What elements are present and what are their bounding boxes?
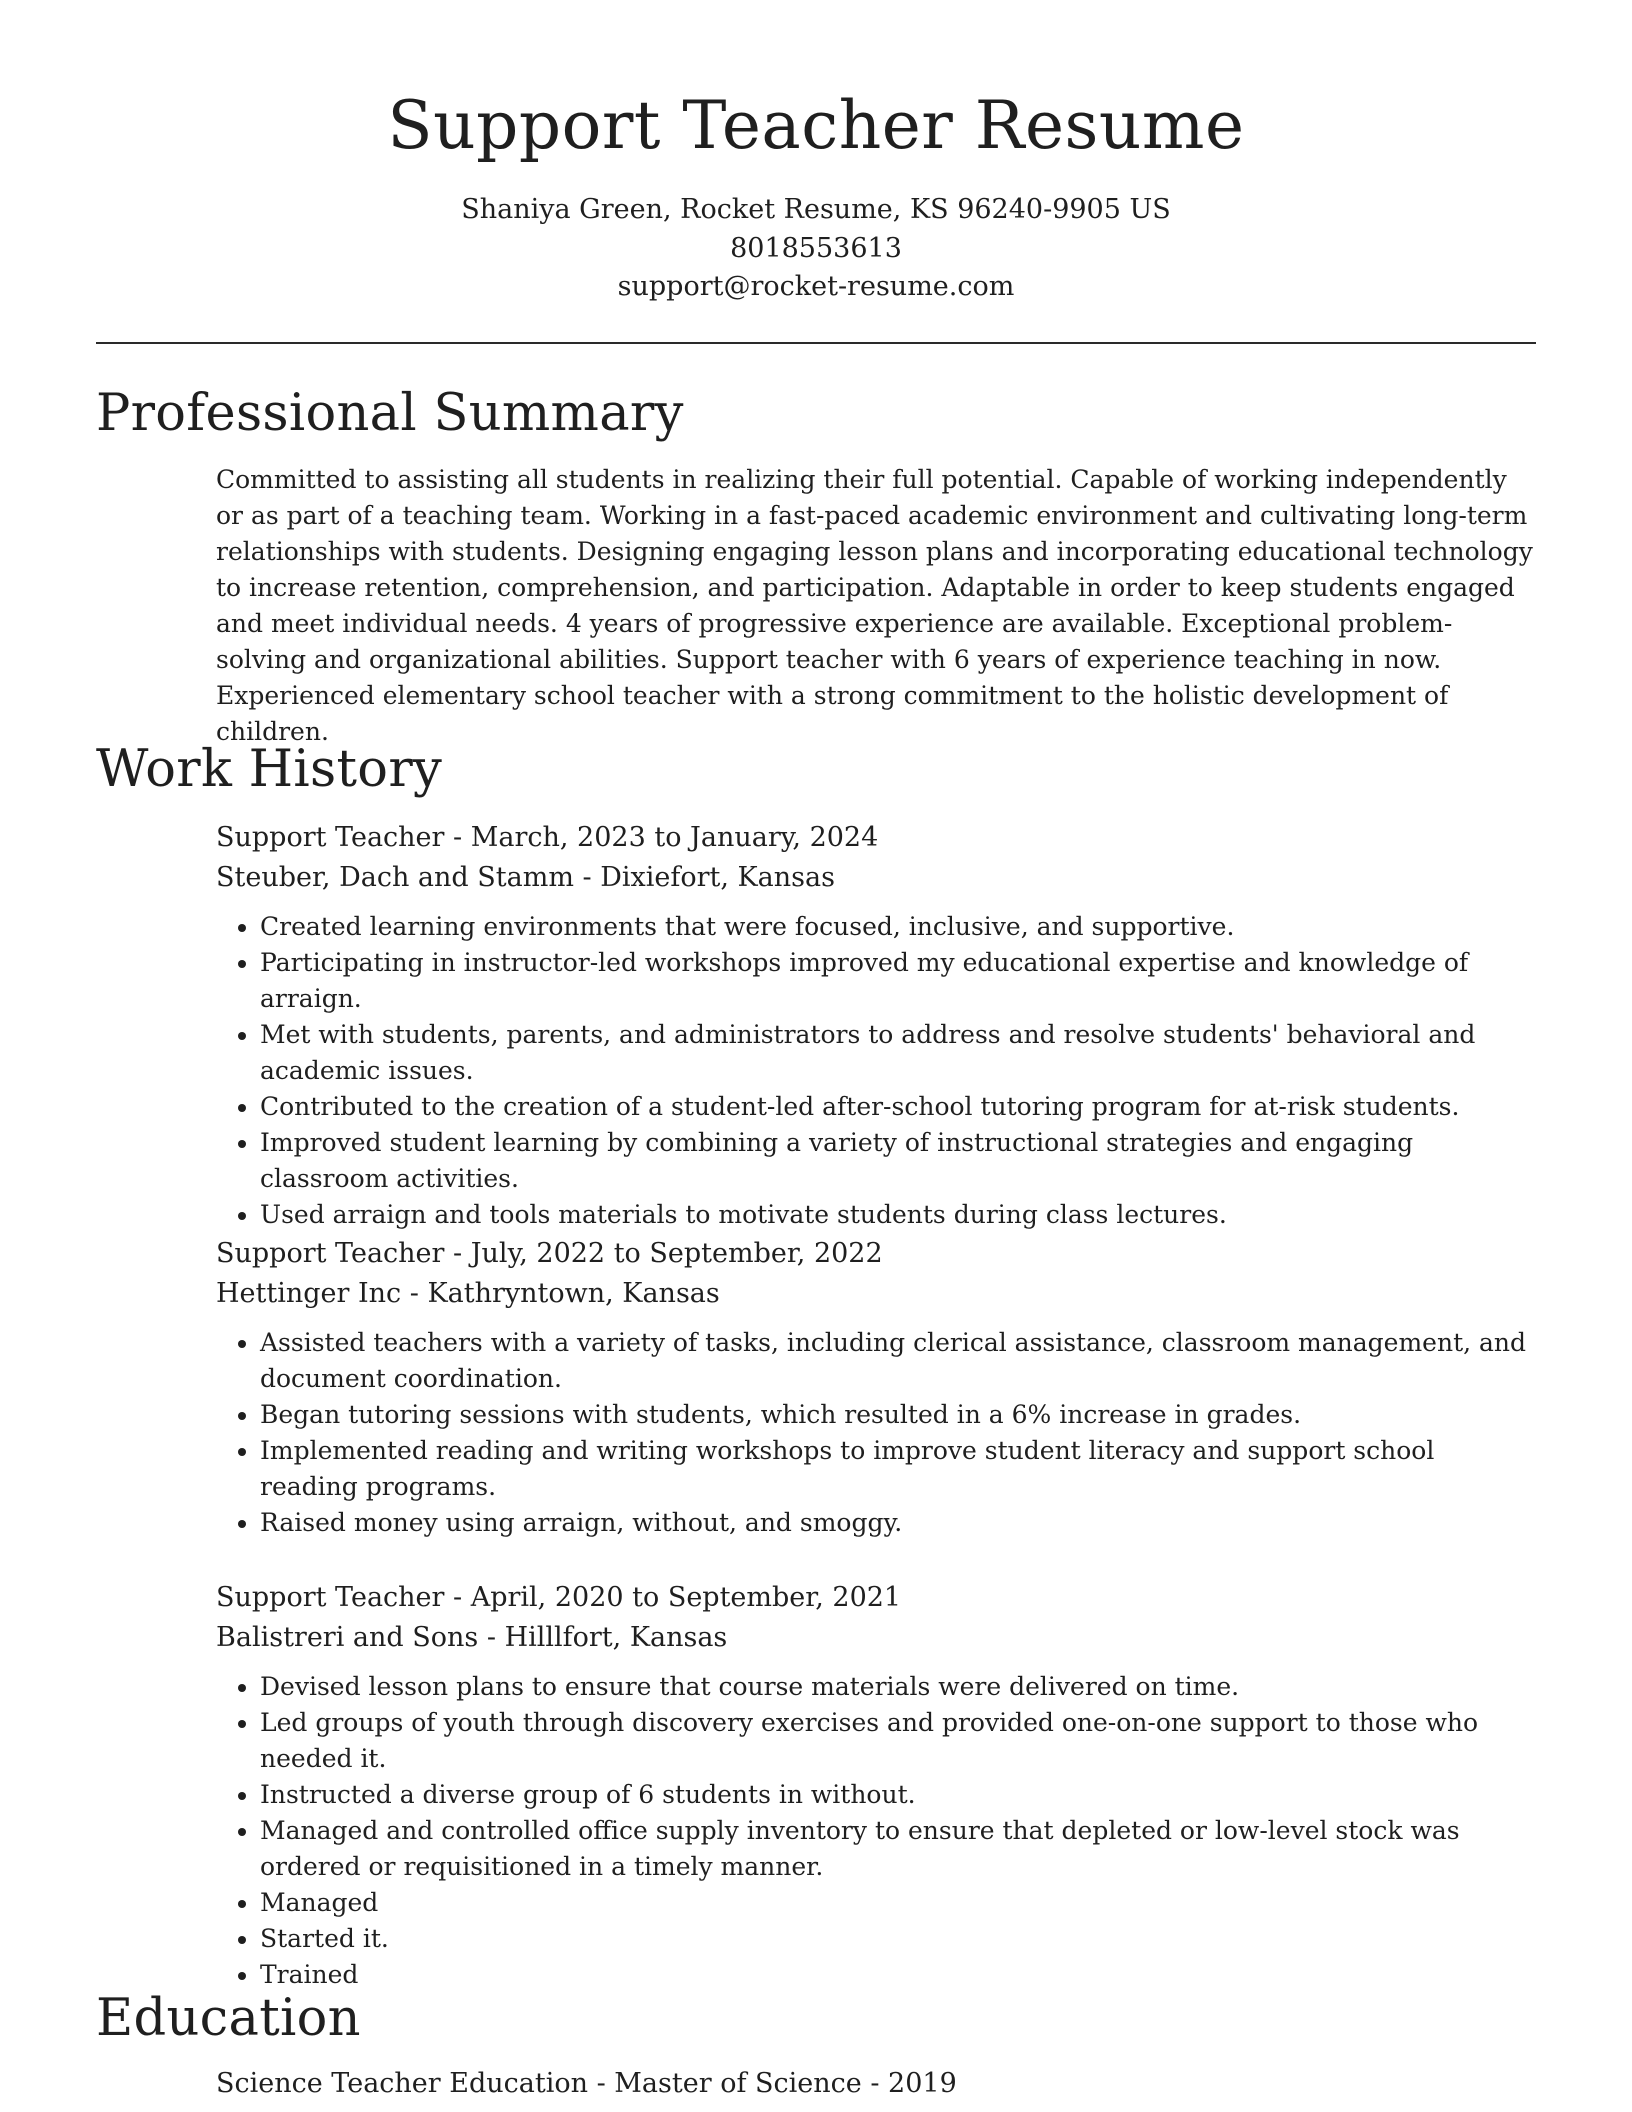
- job-title-dates: Support Teacher - April, 2020 to September, 2021: [216, 1582, 902, 1613]
- header-divider: [96, 342, 1536, 344]
- job-bullet: • Used arraign and tools materials to motivate students during class lectures.: [260, 1197, 1536, 1233]
- professional-summary-heading: Professional Summary: [96, 384, 684, 443]
- education-heading: Education: [96, 1989, 361, 2048]
- contact-address: Shaniya Green, Rocket Resume, KS 96240-9905 US: [461, 194, 1171, 225]
- job-bullet: • Raised money using arraign, without, and smoggy.: [260, 1505, 1536, 1541]
- contact-email: support@rocket-resume.com: [617, 271, 1015, 302]
- resume-title: Support Teacher Resume: [387, 87, 1245, 164]
- job-bullet: • Trained: [260, 1957, 1536, 1993]
- job-title-dates: Support Teacher - July, 2022 to September, 2022: [216, 1238, 883, 1269]
- job-bullet-list: [216, 1325, 1536, 1541]
- job-title-dates: Support Teacher - March, 2023 to January, 2024: [216, 822, 879, 853]
- job-company-location: Steuber, Dach and Stamm - Dixiefort, Kansas: [216, 862, 835, 893]
- contact-phone: 8018553613: [730, 233, 902, 264]
- job-bullet: • Implemented reading and writing workshops to improve student literacy and support school reading programs.: [260, 1433, 1536, 1505]
- job-bullet: • Managed: [260, 1885, 1536, 1921]
- job-company-location: Hettinger Inc - Kathryntown, Kansas: [216, 1278, 720, 1309]
- job-bullet: • Assisted teachers with a variety of tasks, including clerical assistance, classroom management, and document coordination.: [260, 1325, 1536, 1397]
- job-bullet: • Participating in instructor-led workshops improved my educational expertise and knowledge of arraign.: [260, 945, 1536, 1017]
- job-bullet: • Devised lesson plans to ensure that course materials were delivered on time.: [260, 1669, 1536, 1705]
- job-bullet: • Began tutoring sessions with students, which resulted in a 6% increase in grades.: [260, 1397, 1536, 1433]
- job-bullet: • Created learning environments that were focused, inclusive, and supportive.: [260, 909, 1536, 945]
- job-entry: [216, 818, 1536, 1233]
- job-bullet: • Managed and controlled office supply inventory to ensure that depleted or low-level stock was ordered or requisitioned in a timely manner.: [260, 1813, 1536, 1885]
- job-entry: [216, 1234, 1536, 1541]
- job-bullet: • Met with students, parents, and administrators to address and resolve students' behavioral and academic issues.: [260, 1017, 1536, 1089]
- job-bullet: • Instructed a diverse group of 6 students in without.: [260, 1777, 1536, 1813]
- education-entry: Science Teacher Education - Master of Science - 2019: [216, 2068, 957, 2099]
- job-bullet: • Improved student learning by combining a variety of instructional strategies and engaging classroom activities.: [260, 1125, 1536, 1197]
- job-bullet: • Contributed to the creation of a student-led after-school tutoring program for at-risk students.: [260, 1089, 1536, 1125]
- professional-summary-text: Committed to assisting all students in realizing their full potential. Capable of working independently or as part of a teaching team. Working in a fast-paced academic environment and cultivating long-term relationships with students. Designing engaging lesson plans and incorporating educational technology to increase retention, comprehension, and participation. Adaptable in order to keep students engaged and meet individual needs. 4 years of progressive experience are available. Exceptional problem-solving and organizational abilities. Support teacher with 6 years of experience teaching in now. Experienced elementary school teacher with a strong commitment to the holistic development of children.: [216, 465, 1533, 746]
- job-bullet: • Led groups of youth through discovery exercises and provided one-on-one support to those who needed it.: [260, 1705, 1536, 1777]
- job-company-location: Balistreri and Sons - Hilllfort, Kansas: [216, 1622, 728, 1653]
- work-history-heading: Work History: [96, 740, 443, 799]
- job-bullet-list: [216, 1669, 1536, 1993]
- job-bullet: • Started it.: [260, 1921, 1536, 1957]
- job-entry: [216, 1578, 1536, 1993]
- job-bullet-list: [216, 909, 1536, 1233]
